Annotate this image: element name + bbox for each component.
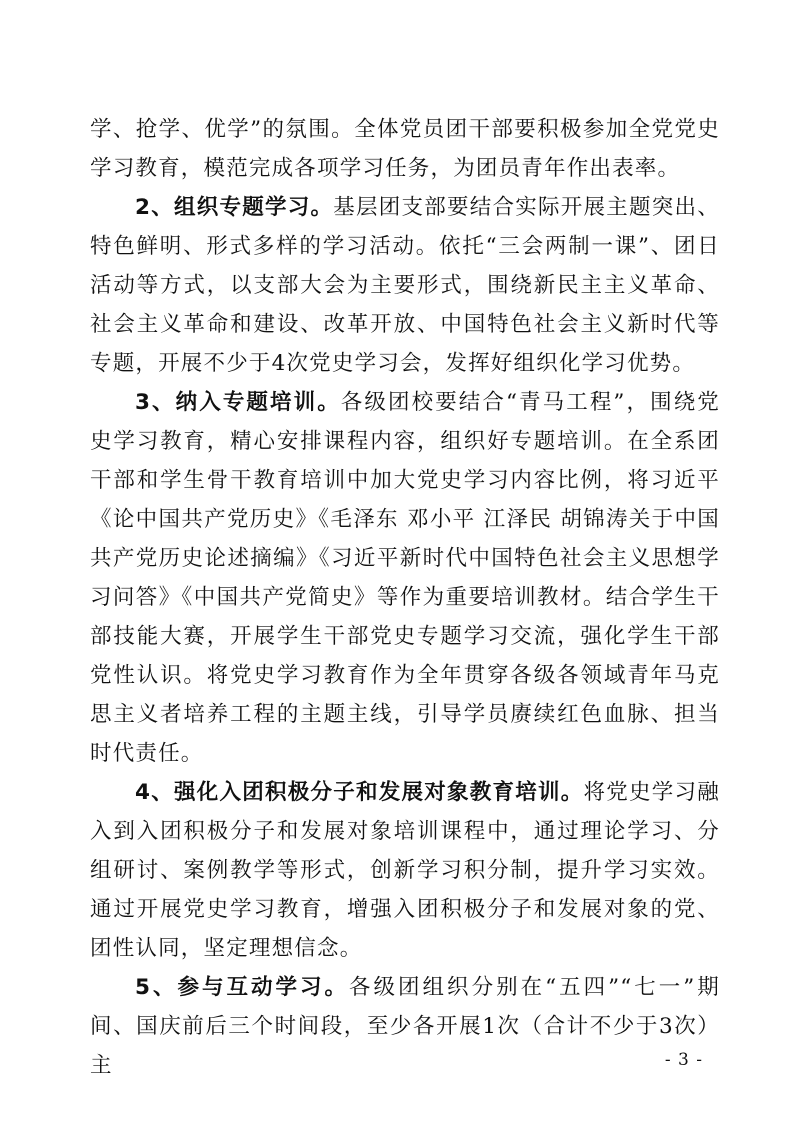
paragraph-text: 将党史学习融入到入团积极分子和发展对象培训课程中，通过理论学习、分组研讨、案例教学等形式，创新学习积分制，提升学习实效。通过开展党史学习教育，增强入团积极分子和发展对象的党、团性认同，坚定理想信念。: [90, 780, 720, 961]
paragraph-heading: 2、组织专题学习。: [135, 195, 334, 220]
paragraph-heading: 4、强化入团积极分子和发展对象教育培训。: [135, 780, 584, 805]
document-body: [90, 110, 720, 1085]
paragraph-text: 各级团组织分别在“五四”“七一”期间、国庆前后三个时间段，至少各开展1次（合计不少于3次）主: [90, 975, 720, 1078]
paragraph-text: 基层团支部要结合实际开展主题突出、特色鲜明、形式多样的学习活动。依托“三会两制一课”、团日活动等方式，以支部大会为主要形式，围绕新民主主义革命、社会主义革命和建设、改革开放、中国特色社会主义新时代等专题，开展不少于4次党史学习会，发挥好组织化学习优势。: [90, 195, 721, 376]
paragraph-heading: 5、参与互动学习。: [135, 975, 350, 1000]
page-number: - 3 -: [664, 1050, 703, 1070]
paragraph-text: 各级团校要结合“青马工程”，围绕党史学习教育，精心安排课程内容，组织好专题培训。在全系团干部和学生骨干教育培训中加大党史学习内容比例，将习近平《论中国共产党历史》《毛泽东 邓小平 江泽民 胡锦涛关于中国共产党历史论述摘编》《习近平新时代中国特色社会主义思想学习问答》《中国共产党简史》等作为重要培训教材。结合学生干部技能大赛，开展学生干部党史专题学习交流，强化学生干部党性认识。将党史学习教育作为全年贯穿各级各领域青年马克思主义者培养工程的主题主线，引导学员赓续红色血脉、担当时代责任。: [90, 390, 720, 766]
paragraph-heading: 3、纳入专题培训。: [135, 390, 341, 415]
paragraph-special-training: [90, 383, 720, 773]
paragraph-organize-study: [90, 188, 720, 383]
paragraph-activist-training: [90, 773, 720, 968]
paragraph-text: 学、抢学、优学”的氛围。全体党员团干部要积极参加全党党史学习教育，模范完成各项学习任务，为团员青年作出表率。: [90, 117, 720, 181]
paragraph-continuation: [90, 110, 720, 188]
